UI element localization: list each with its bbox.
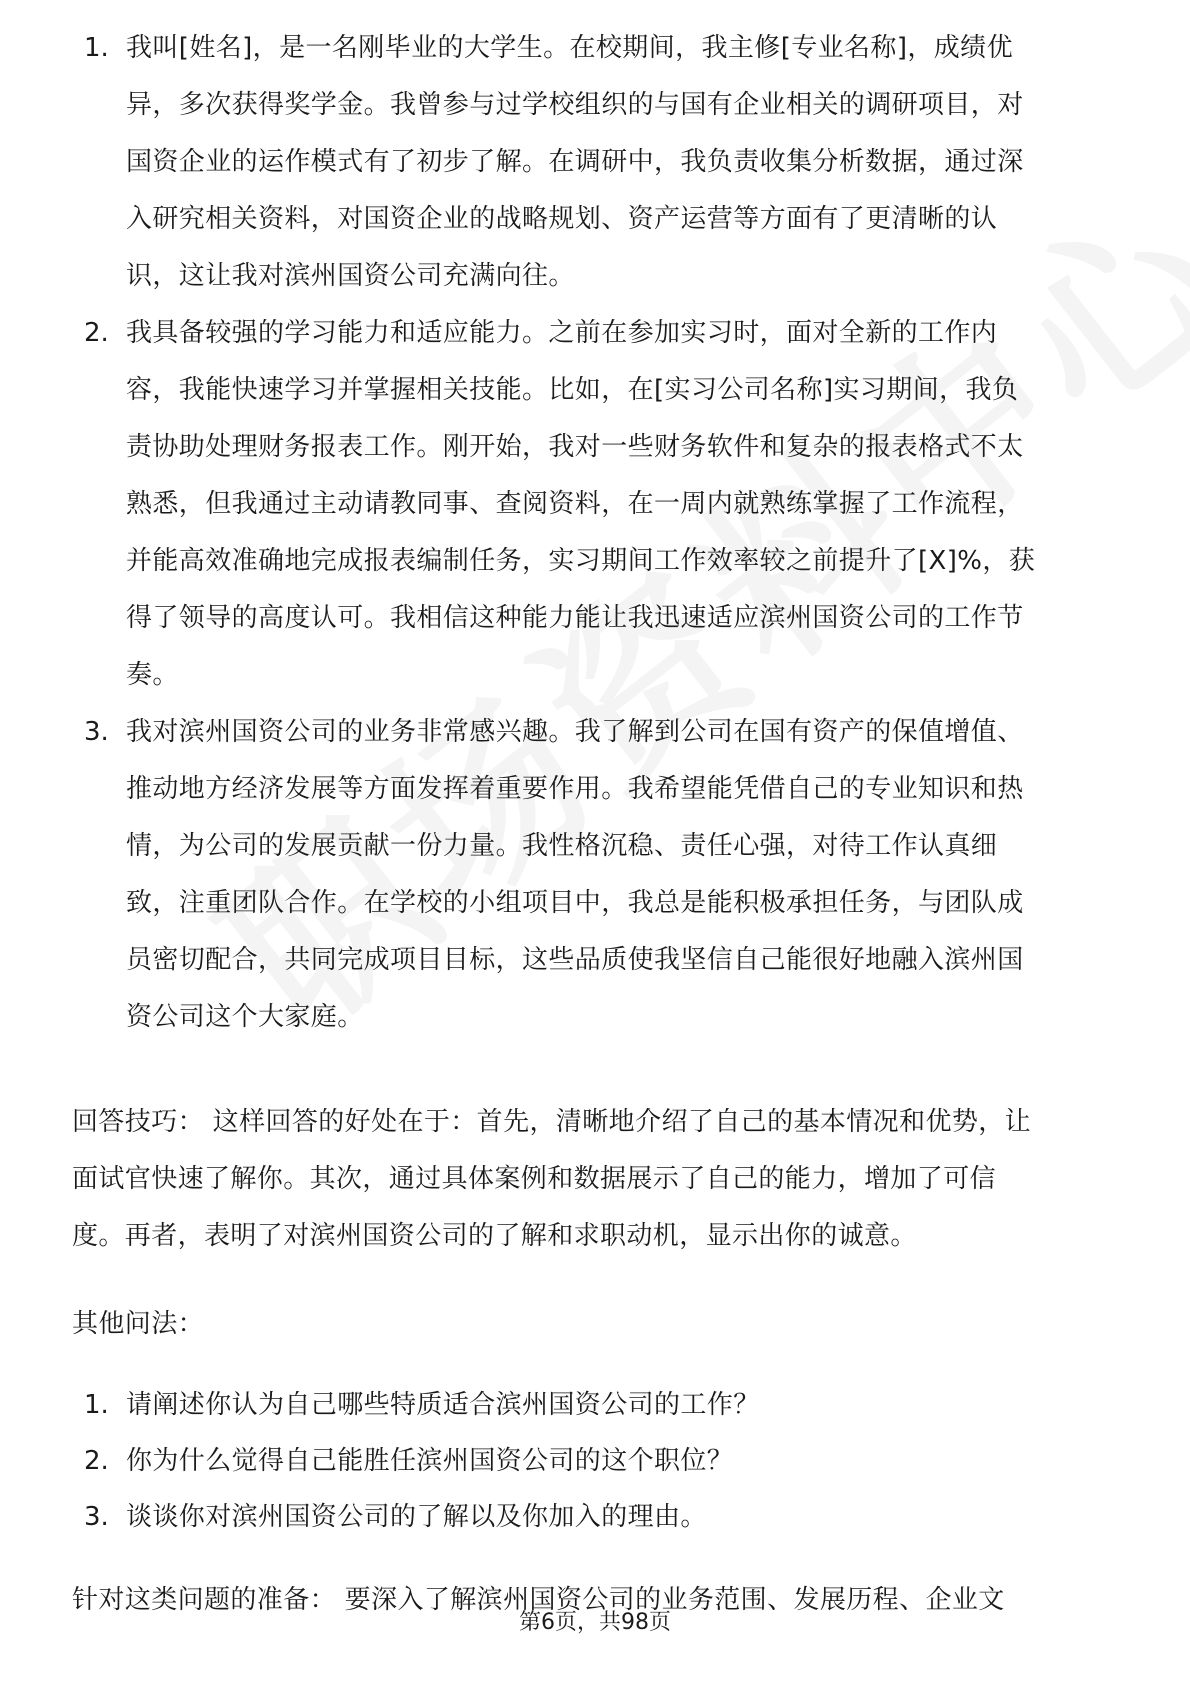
list-number: 1.: [84, 1390, 109, 1420]
list-number: 2.: [84, 1446, 109, 1476]
list-number: 1.: [84, 33, 109, 63]
text-line: 我具备较强的学习能力和适应能力。之前在参加实习时，面对全新的工作内: [126, 318, 998, 348]
text-line: 入研究相关资料，对国资企业的战略规划、资产运营等方面有了更清晰的认: [126, 204, 998, 234]
list-text: 谈谈你对滨州国资公司的了解以及你加入的理由。: [126, 1502, 707, 1532]
text-line: 推动地方经济发展等方面发挥着重要作用。我希望能凭借自己的专业知识和热: [126, 774, 1024, 804]
text-line: 容，我能快速学习并掌握相关技能。比如，在[实习公司名称]实习期间，我负: [126, 375, 1019, 405]
text-line: 面试官快速了解你。其次，通过具体案例和数据展示了自己的能力，增加了可信: [72, 1164, 997, 1194]
text-line: 国资企业的运作模式有了初步了解。在调研中，我负责收集分析数据，通过深: [126, 147, 1024, 177]
list-text: [126, 704, 1120, 1046]
text-line: 致，注重团队合作。在学校的小组项目中，我总是能积极承担任务，与团队成: [126, 888, 1024, 918]
text-line: 我叫[姓名]，是一名刚毕业的大学生。在校期间，我主修[专业名称]，成绩优: [126, 33, 1013, 63]
list-text: 你为什么觉得自己能胜任滨州国资公司的这个职位？: [126, 1446, 734, 1476]
section-heading: 其他问法：: [72, 1309, 205, 1339]
list-item: [0, 1377, 1190, 1433]
text-line: 识，这让我对滨州国资公司充满向往。: [126, 261, 575, 291]
list-number: 2.: [84, 318, 109, 348]
text-line: 我对滨州国资公司的业务非常感兴趣。我了解到公司在国有资产的保值增值、: [126, 717, 1024, 747]
text-line: 回答技巧： 这样回答的好处在于：首先，清晰地介绍了自己的基本情况和优势，让: [72, 1107, 1032, 1137]
text-line: 资公司这个大家庭。: [126, 1002, 364, 1032]
list-text: 请阐述你认为自己哪些特质适合滨州国资公司的工作？: [126, 1390, 760, 1420]
text-line: 奏。: [126, 660, 179, 690]
page-number: 第6页，共98页: [519, 1610, 671, 1635]
text-line: 员密切配合，共同完成项目目标，这些品质使我坚信自己能很好地融入滨州国: [126, 945, 1024, 975]
list-item: [0, 20, 1190, 305]
text-line: 并能高效准确地完成报表编制任务，实习期间工作效率较之前提升了[X]%，获: [126, 546, 1036, 576]
text-line: 责协助处理财务报表工作。刚开始，我对一些财务软件和复杂的报表格式不太: [126, 432, 1024, 462]
text-line: 异，多次获得奖学金。我曾参与过学校组织的与国有企业相关的调研项目，对: [126, 90, 1024, 120]
list-item: [0, 704, 1190, 1046]
list-text: [126, 20, 1120, 305]
text-line: 熟悉，但我通过主动请教同事、查阅资料，在一周内就熟练掌握了工作流程，: [126, 489, 1024, 519]
text-line: 情，为公司的发展贡献一份力量。我性格沉稳、责任心强，对待工作认真细: [126, 831, 998, 861]
alternate-questions-list: [0, 1377, 1190, 1545]
list-number: 3.: [84, 717, 109, 747]
list-text: [126, 305, 1120, 704]
list-item: [0, 1489, 1190, 1545]
text-line: 针对这类问题的准备： 要深入了解滨州国资公司的业务范围、发展历程、企业文: [72, 1585, 1005, 1615]
answer-list: [0, 20, 1190, 1046]
list-item: [0, 305, 1190, 704]
answer-tips: [72, 1094, 1132, 1265]
list-item: [0, 1433, 1190, 1489]
text-line: 度。再者，表明了对滨州国资公司的了解和求职动机，显示出你的诚意。: [72, 1221, 917, 1251]
text-line: 得了领导的高度认可。我相信这种能力能让我迅速适应滨州国资公司的工作节: [126, 603, 1024, 633]
list-number: 3.: [84, 1502, 109, 1532]
